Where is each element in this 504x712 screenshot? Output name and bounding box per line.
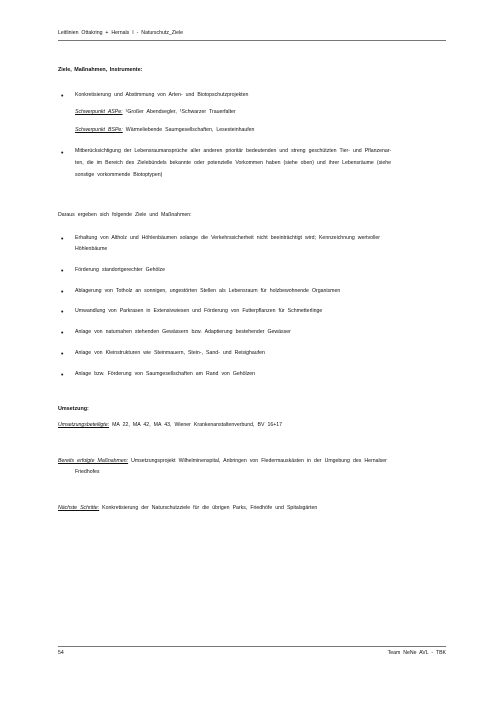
page-header: Leitlinien Ottakring + Hernals I - Naturschutz_Ziele xyxy=(58,30,184,36)
bullet-text-line: sonstige vorkommende Biotoptypen) xyxy=(75,172,163,178)
header-divider xyxy=(58,40,446,41)
naechste-label: Nächste Schritte: xyxy=(58,505,100,511)
list-item: Anlage von naturnahen stehenden Gewässern bzw. Adaptierung bestehender Gewässer xyxy=(75,329,291,335)
bullet-icon: • xyxy=(61,372,64,379)
list-item: Umwandlung von Parkrasen in Extensivwiesen und Förderung von Futterpflanzen für Schmetterlinge xyxy=(75,308,323,314)
list-item: Anlage bzw. Förderung von Saumgesellschaften am Rand von Gehölzen xyxy=(75,371,256,377)
bullet-icon: • xyxy=(61,150,64,157)
footer-divider xyxy=(58,646,446,647)
list-item: Anlage von Kleinstrukturen wie Steinmauern, Stein-, Sand- und Reisighaufen xyxy=(75,350,265,356)
footer-team: Team NeNe AVL - TBK xyxy=(387,650,446,656)
bullet-icon: • xyxy=(61,236,64,243)
bullet-icon: • xyxy=(61,351,64,358)
beteiligte-label: Umsetzungsbeteiligte: xyxy=(58,422,110,428)
list-item: Ablagerung von Totholz an sonnigen, ungestörten Stellen als Lebensraum für holzbewohnende Organismen xyxy=(75,288,341,294)
bullet-icon: • xyxy=(61,330,64,337)
intro-text: Daraus ergeben sich folgende Ziele und Maßnahmen: xyxy=(58,212,192,218)
aspe-label: Schwerpunkt ASPe: xyxy=(75,109,123,115)
bullet-text-line: ten, die im Bereich des Zielebündels bekannte oder potenzielle Vorkommen haben (siehe oben) und ihrer Lebensräume (siehe xyxy=(75,160,391,166)
list-item: Förderung standortgerechter Gehölze xyxy=(75,267,165,273)
bullet-text-line: Mitberücksichtigung der Lebensraumansprüche aller anderen prioritär bedeutenden und streng geschützten Tier- und Pflanzenar- xyxy=(75,148,392,154)
list-item-line: Höhlenbäume xyxy=(75,246,108,252)
bspe-line xyxy=(75,125,254,136)
bereits-line xyxy=(58,456,387,467)
naechste-text: Konkretisierung der Naturschutzziele für die übrigen Parks, Friedhöfe und Spitalsgärten xyxy=(102,505,318,511)
section-heading-umsetzung: Umsetzung: xyxy=(58,406,89,412)
bullet-text: Konkretisierung und Abstimmung von Arten- und Biotopschutzprojekten xyxy=(75,92,249,98)
beteiligte-line xyxy=(58,420,282,431)
naechste-line xyxy=(58,503,317,514)
bullet-icon: • xyxy=(61,268,64,275)
bullet-icon: • xyxy=(61,289,64,296)
list-item-line: Erhaltung von Altholz und Höhlenbäumen solange die Verkehrssicherheit nicht beeinträchtigt wird; Kennzeichnung wertvoller xyxy=(75,235,380,241)
bullet-icon: • xyxy=(61,93,64,100)
bullet-icon: • xyxy=(61,309,64,316)
aspe-line xyxy=(75,107,236,118)
bereits-label: Bereits erfolgte Maßnahmen: xyxy=(58,458,129,464)
bereits-text-continued: Friedhofes xyxy=(75,469,100,475)
section-heading-ziele: Ziele, Maßnahmen, Instrumente: xyxy=(58,67,143,73)
bereits-text: Umsetzungsprojekt Wilhelminenspital, Anbringen von Fledermauskästen in der Umgebung des Hernalser xyxy=(131,458,387,464)
bspe-label: Schwerpunkt BSPe: xyxy=(75,127,123,133)
beteiligte-text: MA 22, MA 42, MA 43, Wiener Krankenanstaltenverbund, BV 16+17 xyxy=(112,422,283,428)
page-number: 54 xyxy=(58,650,64,656)
bspe-text: Wärmeliebende Saumgesellschaften, Lesesteinhaufen xyxy=(125,127,255,133)
aspe-text: ¹Großer Abendsegler, ¹Schwarzer Trauerfalter xyxy=(125,109,236,115)
